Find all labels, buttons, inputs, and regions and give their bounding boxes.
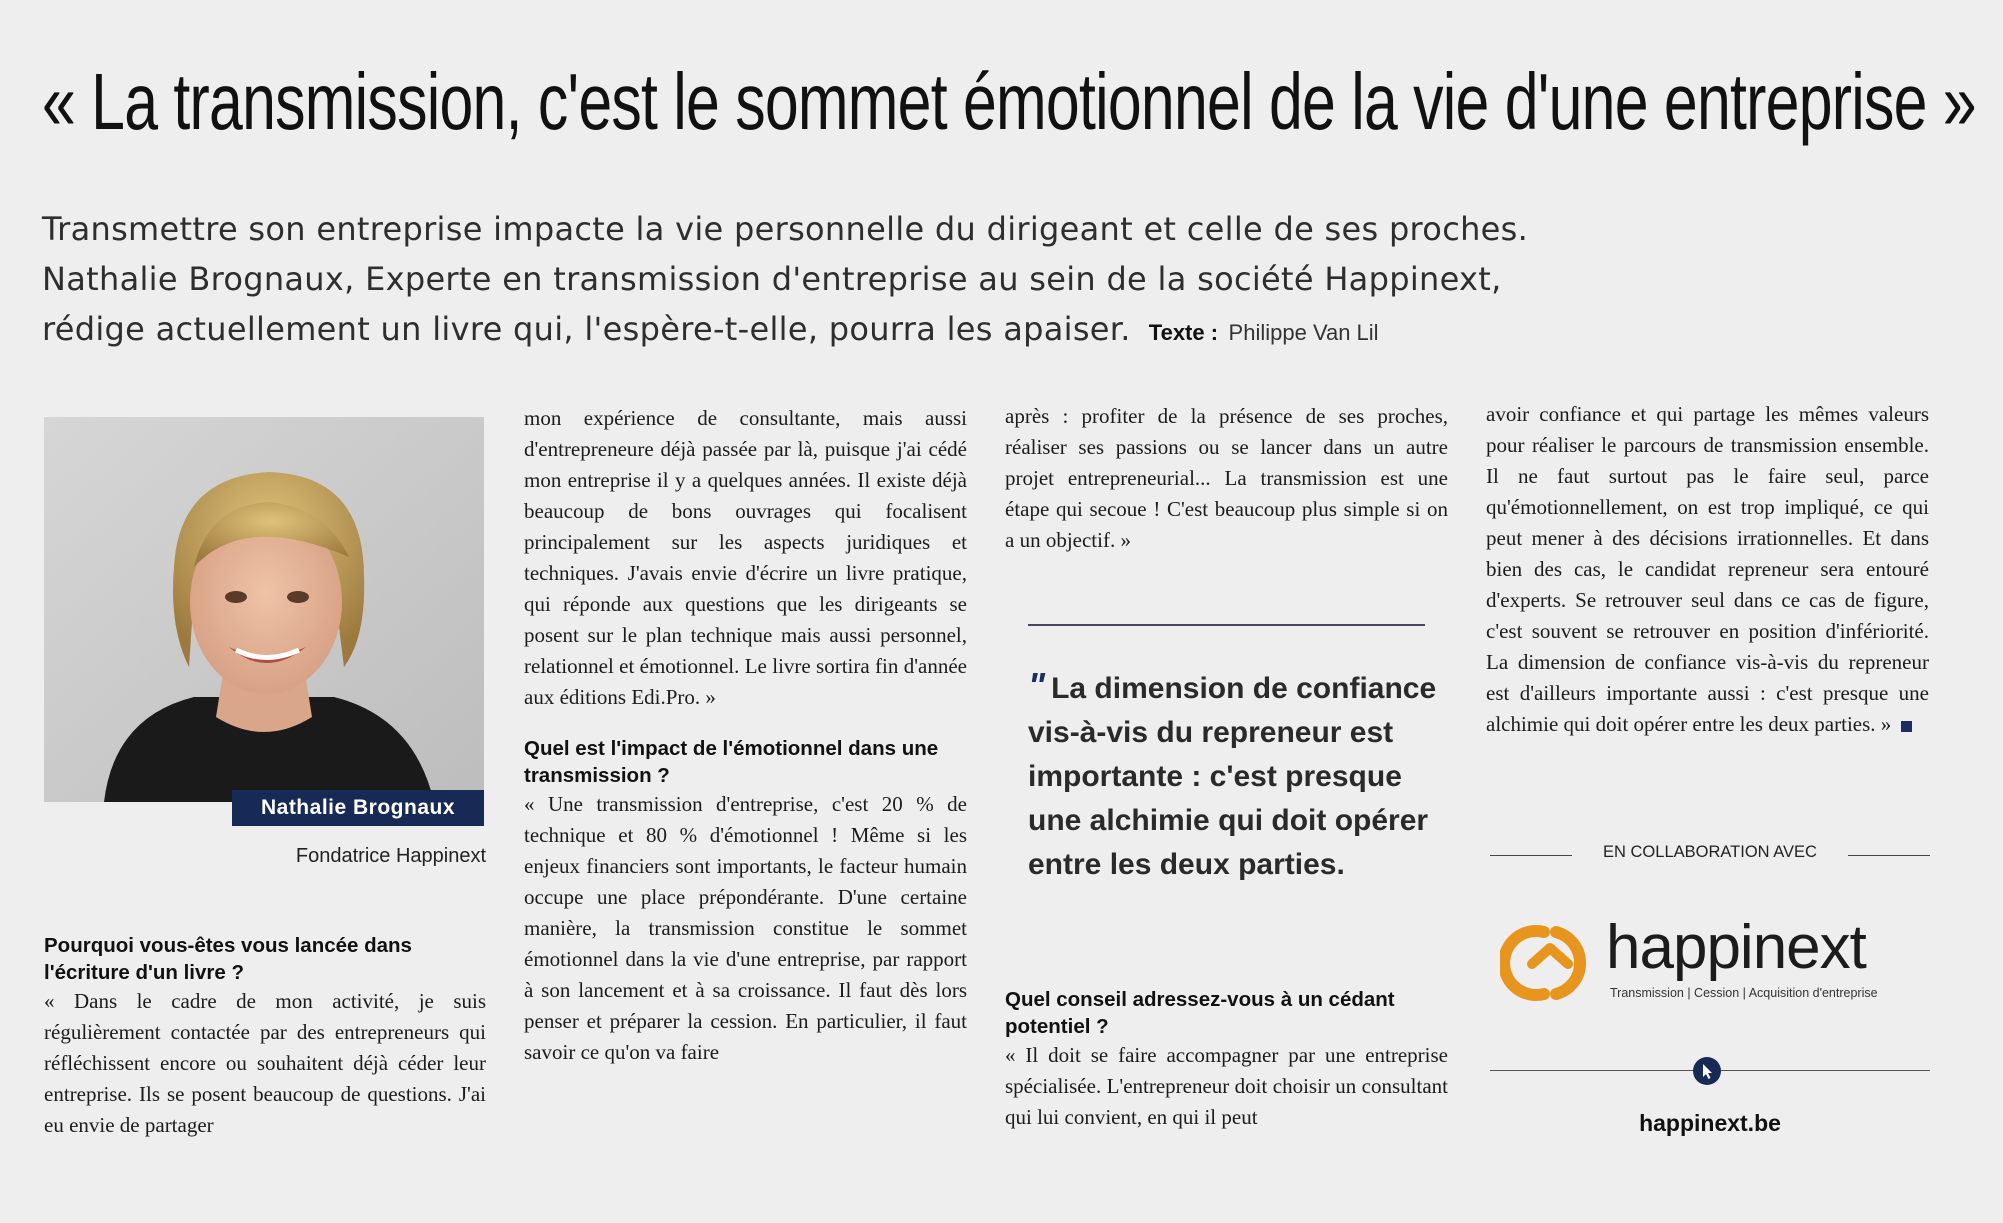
article-intro [42,204,1542,358]
article-column-3 [1005,401,1448,556]
intro-line-3 [42,304,1542,358]
interview-answer-3-continued: avoir confiance et qui partage les mêmes valeurs pour réaliser le parcours de transmission ensemble. Il ne faut surtout pas le faire seul, parce qu'émotionnellement, on est trop impliqué, ce qui peut mener à des décisions irrationnelles. Et dans bien des cas, le candidat repreneur sera entouré d'experts. Se retrouver seul dans ce cas de figure, c'est souvent se retrouver en position d'infériorité. La dimension de confiance vis-à-vis du repreneur est d'ailleurs importante aussi : c'est presque une alchimie qui doit opérer entre les deux parties. » [1486,402,1929,736]
byline-author: Philippe Van Lil [1228,320,1379,345]
interview-answer-2-continued: après : profiter de la présence de ses proches, réaliser ses passions ou se lancer dans un autre projet entrepreneurial... La transmission est une étape qui secoue ! C'est beaucoup plus simple si on a un objectif. » [1005,404,1448,552]
happinext-logo[interactable] [1500,913,1930,1008]
pullquote-divider [1028,624,1425,626]
article-column-1 [44,932,486,1141]
interview-answer-2: « Une transmission d'entreprise, c'est 20 % de technique et 80 % d'émotionnel ! Même si les enjeux financiers sont importants, le facteur humain occupe une place prépondérante. D'une certaine manière, la transmission constitue le sommet émotionnel dans la vie d'une entreprise, par rapport à son lancement et à sa croissance. Il faut dès lors penser et préparer la cession. En particulier, il faut savoir ce qu'on va faire [524,792,967,1064]
article-column-3-lower [1005,986,1448,1133]
logo-wordmark: happinext [1606,913,1866,982]
pointer-badge-icon[interactable] [1693,1057,1721,1085]
byline-label: Texte : [1148,320,1219,345]
article-headline: « La transmission, c'est le sommet émotionnel de la vie d'une entreprise » [42,57,1976,146]
collaboration-label: EN COLLABORATION AVEC [1603,843,1817,861]
pull-quote-text: La dimension de confiance vis-à-vis du repreneur est importante : c'est presque une alchimie qui doit opérer entre les deux parties. [1028,672,1437,881]
interview-question-2: Quel est l'impact de l'émotionnel dans une transmission ? [524,737,939,787]
interview-answer-1: « Dans le cadre de mon activité, je suis régulièrement contactée par des entrepreneurs qui réfléchissent encore ou souhaitent déjà céder leur entreprise. Ils se posent beaucoup de questions. J'ai eu envie de partager [44,989,486,1137]
intro-line-1: Transmettre son entreprise impacte la vie personnelle du dirigeant et celle de ses proches. [42,210,1529,248]
quote-mark-icon: " [1028,665,1042,706]
photo-caption-role: Fondatrice Happinext [295,845,486,867]
interview-question-3: Quel conseil adressez-vous à un cédant potentiel ? [1005,988,1395,1038]
happinext-logo-icon [1500,918,1600,1008]
photo-caption-name: Nathalie Brognaux [232,790,484,826]
portrait-photo [44,417,484,802]
interview-question-1: Pourquoi vous-êtes vous lancée dans l'écriture d'un livre ? [44,934,412,984]
pull-quote [1028,664,1448,887]
collaboration-header [1490,843,1930,867]
portrait-illustration [44,417,484,802]
logo-tagline: Transmission | Cession | Acquisition d'entreprise [1610,986,1878,1000]
article-column-2 [524,403,967,1068]
collab-rule-right [1848,855,1930,856]
cursor-arrow-icon [1693,1057,1721,1085]
end-of-article-icon [1901,721,1912,732]
interview-answer-3: « Il doit se faire accompagner par une entreprise spécialisée. L'entrepreneur doit choisir un consultant qui lui convient, en qui il peut [1005,1043,1448,1129]
intro-line-2: Nathalie Brognaux, Experte en transmission d'entreprise au sein de la société Happinext, [42,260,1502,298]
collab-rule-left [1490,855,1572,856]
interview-answer-1-continued: mon expérience de consultante, mais aussi d'entrepreneure déjà passée par là, puisque j'ai cédé mon entreprise il y a quelques années. Il existe déjà beaucoup de bons ouvrages qui focalisent principalement sur les aspects juridiques et techniques. J'avais envie d'écrire un livre pratique, qui réponde aux questions que les dirigeants se posent sur le plan technique mais aussi personnel, relationnel et émotionnel. Le livre sortira fin d'année aux éditions Edi.Pro. » [524,406,967,709]
article-column-4 [1486,399,1929,740]
sponsor-website-link[interactable]: happinext.be [1639,1110,1781,1136]
intro-line-3-text: rédige actuellement un livre qui, l'espère-t-elle, pourra les apaiser. [42,310,1131,348]
